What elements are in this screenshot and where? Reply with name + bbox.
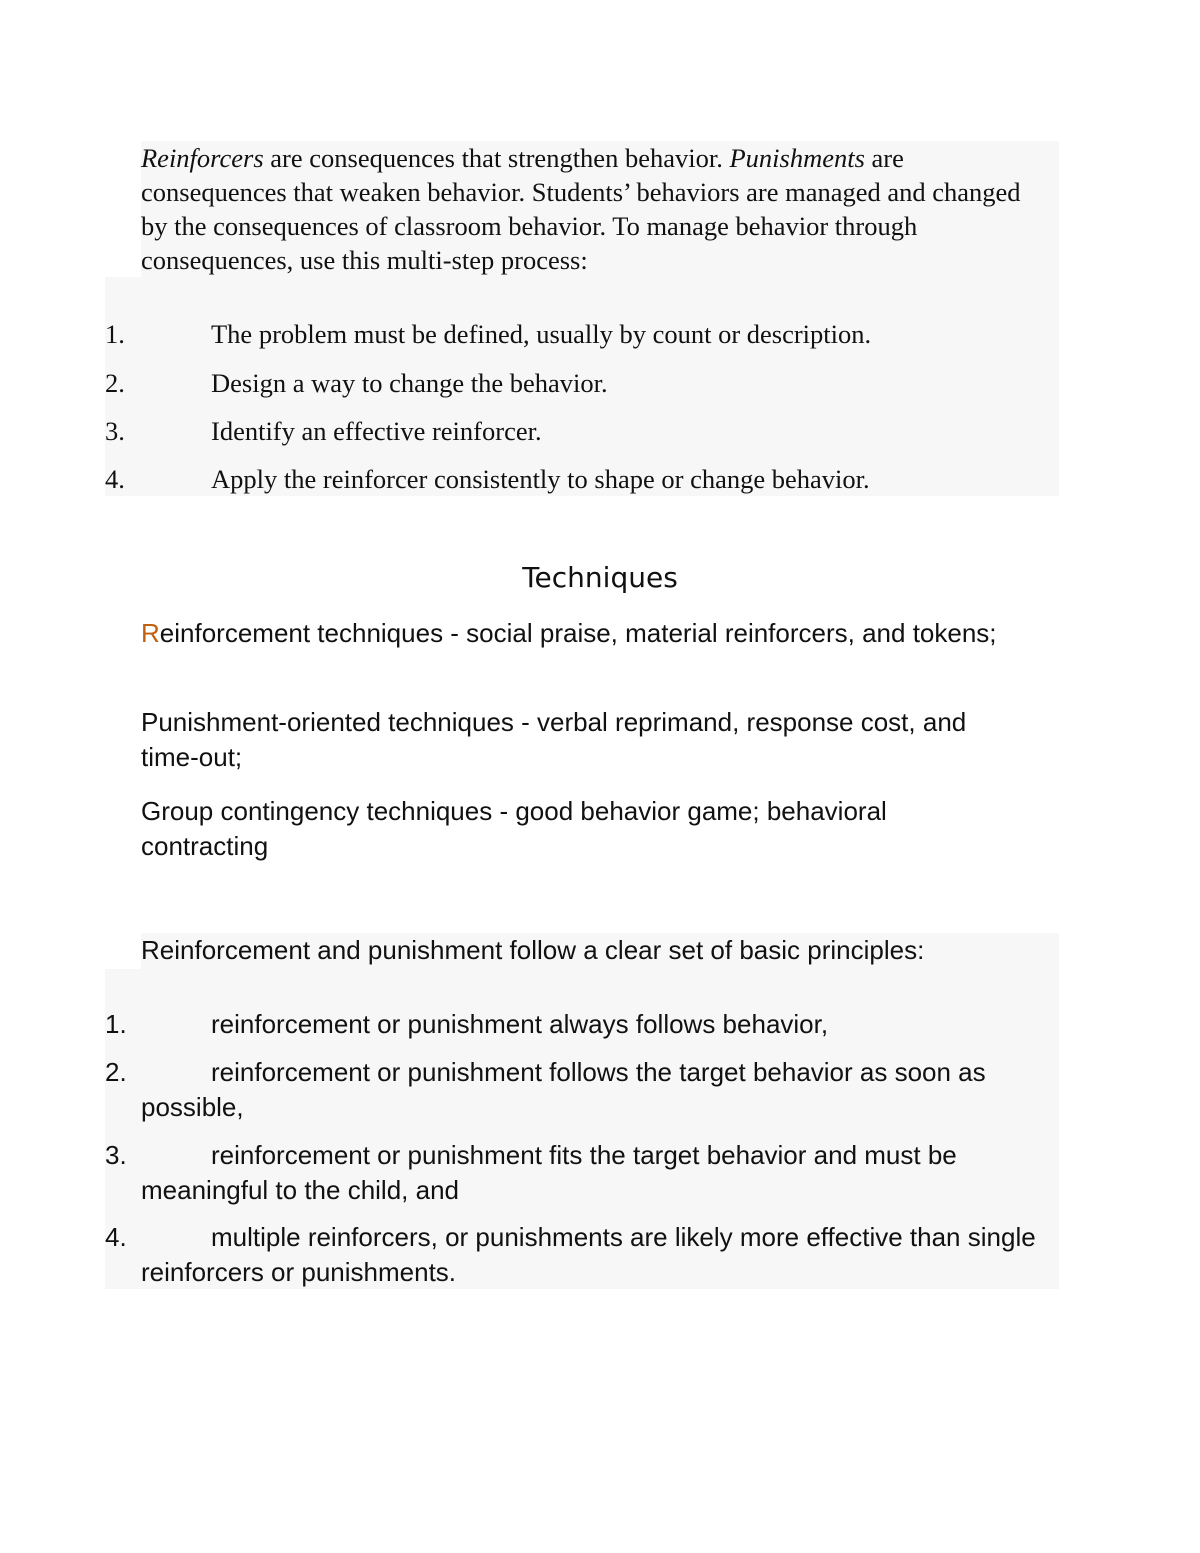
- technique-group-contingency: Group contingency techniques - good behavior game; behavioral contracting: [141, 796, 887, 861]
- principle-number: 3.: [105, 1140, 127, 1170]
- term-punishments: Punishments: [729, 143, 865, 173]
- principle-item: [105, 1220, 1060, 1290]
- principles-intro: Reinforcement and punishment follow a clear set of basic principles:: [141, 935, 925, 965]
- step-text: Identify an effective reinforcer.: [211, 416, 542, 446]
- intro-text-1: are consequences that strengthen behavior.: [263, 143, 730, 173]
- step-text: The problem must be defined, usually by count or description.: [211, 319, 872, 349]
- intro-text-2: are consequences that weaken behavior. Students’ behaviors are managed and changed by the consequences of classroom behavior. To manage behavior through consequences, use this multi-step process:: [141, 143, 1021, 275]
- principle-item: [105, 1138, 1060, 1208]
- principle-number: 2.: [105, 1057, 127, 1087]
- technique-reinforcement: [141, 616, 1021, 651]
- term-reinforcers: Reinforcers: [141, 143, 264, 173]
- principle-item: [105, 1055, 1060, 1125]
- principle-number: 1.: [105, 1009, 127, 1039]
- technique-punishment: Punishment-oriented techniques - verbal reprimand, response cost, and time-out;: [141, 707, 967, 772]
- techniques-heading: Techniques: [522, 561, 678, 594]
- principle-text: multiple reinforcers, or punishments are likely more effective than single reinforcers or punishments.: [141, 1222, 1036, 1287]
- step-number: 3.: [105, 416, 125, 446]
- dropcap-letter: R: [141, 618, 160, 648]
- technique-reinforcement-text: einforcement techniques - social praise, material reinforcers, and tokens;: [159, 618, 997, 648]
- step-text: Design a way to change the behavior.: [211, 368, 608, 398]
- principle-text: reinforcement or punishment fits the target behavior and must be meaningful to the child, and: [141, 1140, 957, 1205]
- principle-number: 4.: [105, 1222, 127, 1252]
- step-text: Apply the reinforcer consistently to shape or change behavior.: [211, 464, 870, 494]
- step-number: 2.: [105, 368, 125, 398]
- intro-paragraph: [141, 141, 1041, 277]
- step-number: 1.: [105, 319, 125, 349]
- principle-item: [105, 1007, 1060, 1042]
- step-number: 4.: [105, 464, 125, 494]
- principle-text: reinforcement or punishment always follows behavior,: [211, 1009, 829, 1039]
- principle-text: reinforcement or punishment follows the target behavior as soon as possible,: [141, 1057, 986, 1122]
